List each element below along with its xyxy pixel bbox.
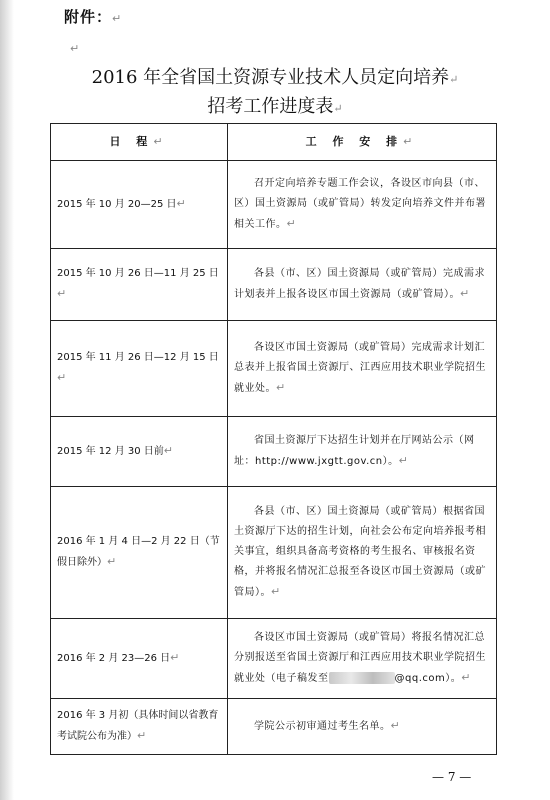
table-row xyxy=(51,619,497,699)
table-row xyxy=(51,321,497,417)
row-work: 各设区市国土资源局（或矿管局）完成需求计划汇总表并上报省国土资源厅、江西应用技术职业学院招生就业处。↵ xyxy=(228,321,497,417)
row-date: 2016 年 2 月 23—26 日↵ xyxy=(51,619,228,699)
attachment-label: 附件：↵ xyxy=(64,8,123,26)
row-date: 2015 年 10 月 26 日—11 月 25 日↵ xyxy=(51,249,228,321)
page-edge-shadow xyxy=(0,0,14,800)
table-row xyxy=(51,417,497,487)
table-header-row xyxy=(51,124,497,161)
paragraph-mark: ↵ xyxy=(70,42,80,55)
row-date: 2015 年 11 月 26 日—12 月 15 日↵ xyxy=(51,321,228,417)
row-work: 省国土资源厅下达招生计划并在厅网站公示（网址：http://www.jxgtt.gov.cn）。↵ xyxy=(228,417,497,487)
header-work: 工 作 安 排↵ xyxy=(228,124,497,161)
row-date: 2015 年 12 月 30 日前↵ xyxy=(51,417,228,487)
title-line-1: 2016 年全省国土资源专业技术人员定向培养↵ xyxy=(91,67,459,88)
row-work: 学院公示初审通过考生名单。↵ xyxy=(228,699,497,755)
row-date: 2015 年 10 月 20—25 日↵ xyxy=(51,161,228,249)
table-row xyxy=(51,161,497,249)
title-line-2: 招考工作进度表↵ xyxy=(207,96,343,117)
table-row xyxy=(51,699,497,755)
row-work: 各设区市国土资源局（或矿管局）将报名情况汇总分别报送至省国土资源厅和江西应用技术职业学院招生就业处（电子稿发至 @qq.com）。↵ xyxy=(228,619,497,699)
row-work: 各县（市、区）国土资源局（或矿管局）根据省国土资源厅下达的招生计划，向社会公布定向培养报考相关事宜，组织具备高考资格的考生报名、审核报名资格，并将报名情况汇总报至各设区市国土资源局（或矿管局）。↵ xyxy=(228,487,497,619)
schedule-table xyxy=(50,123,497,755)
table-row xyxy=(51,487,497,619)
row-date: 2016 年 1 月 4 日—2 月 22 日（节假日除外）↵ xyxy=(51,487,228,619)
row-work: 召开定向培养专题工作会议，各设区市向县（市、区）国土资源局（或矿管局）转发定向培养文件并布署相关工作。↵ xyxy=(228,161,497,249)
row-work: 各县（市、区）国土资源局（或矿管局）完成需求计划表并上报各设区市国土资源局（或矿管局）。↵ xyxy=(228,249,497,321)
redacted-email-blur xyxy=(329,672,395,684)
page-number: — 7 — xyxy=(432,770,472,784)
row-date: 2016 年 3 月初（具体时间以省教育考试院公布为准）↵ xyxy=(51,699,228,755)
table-row xyxy=(51,249,497,321)
header-date: 日 程↵ xyxy=(51,124,228,161)
